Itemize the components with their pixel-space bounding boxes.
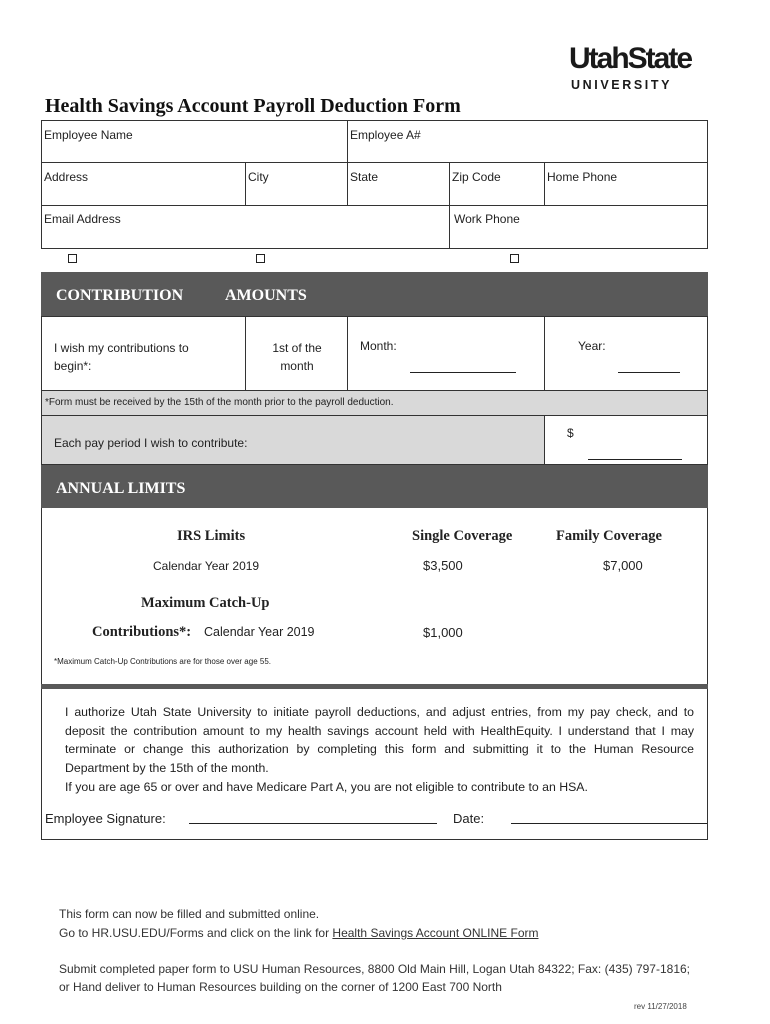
online-form-note: This form can now be filled and submitted online. (59, 907, 320, 921)
employee-a-number-field[interactable]: Employee A# (350, 128, 421, 142)
hand-deliver-instructions: or Hand deliver to Human Resources building on the corner of 1200 East 700 North (59, 980, 502, 994)
amounts-heading: AMOUNTS (225, 287, 307, 304)
signature-input-line[interactable] (189, 823, 437, 824)
first-of-month-label: 1st of the month (272, 341, 322, 373)
home-phone-field[interactable]: Home Phone (547, 170, 618, 184)
catchup-note: *Maximum Catch-Up Contributions are for those over age 55. (54, 657, 271, 666)
begin-label: I wish my contributions to begin*: (54, 341, 189, 373)
medicare-note: If you are age 65 or over and have Medicare Part A, you are not eligible to contribute to an HSA. (65, 780, 588, 794)
hsa-online-form-link[interactable]: Health Savings Account ONLINE Form (332, 926, 539, 940)
usu-logo-subtitle: UNIVERSITY (571, 78, 673, 92)
dollar-sign: $ (567, 426, 574, 440)
annual-limits-heading: ANNUAL LIMITS (56, 480, 186, 497)
annual-limits-header (41, 465, 708, 508)
employee-name-field[interactable]: Employee Name (44, 128, 133, 142)
online-instructions (59, 926, 539, 940)
revision-date: rev 11/27/2018 (634, 1002, 687, 1011)
submit-instructions: Submit completed paper form to USU Human Resources, 8800 Old Main Hill, Logan Utah 84322; Fax: (435) 797-1816; (59, 962, 690, 976)
year-input-line[interactable] (618, 372, 680, 373)
per-period-label: Each pay period I wish to contribute: (54, 436, 248, 450)
address-field[interactable]: Address (44, 170, 89, 184)
work-phone-field[interactable]: Work Phone (454, 212, 520, 226)
irs-limits-heading: IRS Limits (177, 528, 246, 544)
deadline-note: *Form must be received by the 15th of the month prior to the payroll deduction. (45, 397, 394, 408)
checkbox-2[interactable] (256, 254, 265, 263)
online-instructions-prefix: Go to HR.USU.EDU/Forms and click on the link for (59, 926, 333, 940)
contribution-amount-input-line[interactable] (588, 459, 682, 460)
contribution-heading: CONTRIBUTION (56, 287, 184, 304)
year-label: Year: (578, 339, 606, 353)
state-field[interactable]: State (350, 170, 379, 184)
month-input-line[interactable] (410, 372, 516, 373)
date-input-line[interactable] (511, 823, 707, 824)
single-coverage-heading: Single Coverage (412, 528, 513, 544)
contribution-amounts-header (41, 272, 708, 316)
family-coverage-heading: Family Coverage (556, 528, 662, 544)
calendar-year-label: Calendar Year 2019 (153, 559, 260, 573)
family-limit-value: $7,000 (603, 558, 643, 573)
page-title: Health Savings Account Payroll Deduction Form (45, 95, 461, 117)
catchup-title: Maximum Catch-Up (141, 595, 270, 611)
usu-logo: UtahState (569, 42, 692, 75)
catchup-year-label: Calendar Year 2019 (204, 625, 315, 639)
email-address-field[interactable]: Email Address (44, 212, 121, 226)
signature-label: Employee Signature: (45, 811, 166, 826)
checkbox-1[interactable] (68, 254, 77, 263)
zip-code-field[interactable]: Zip Code (452, 170, 501, 184)
month-label: Month: (360, 339, 397, 353)
checkbox-3[interactable] (510, 254, 519, 263)
authorization-paragraph: I authorize Utah State University to initiate payroll deductions, and adjust entries, from my pay check, and to deposit the contribution amount to my health savings account held with HealthEquity. I understand that I may terminate or change this authorization by completing this form and submitting it to the Human Resource Department by the 15th of the month. (65, 705, 694, 775)
single-limit-value: $3,500 (423, 558, 463, 573)
catchup-limit-value: $1,000 (423, 625, 463, 640)
catchup-contributions-label: Contributions*: (92, 624, 192, 640)
date-label: Date: (453, 811, 485, 826)
city-field[interactable]: City (248, 170, 269, 184)
